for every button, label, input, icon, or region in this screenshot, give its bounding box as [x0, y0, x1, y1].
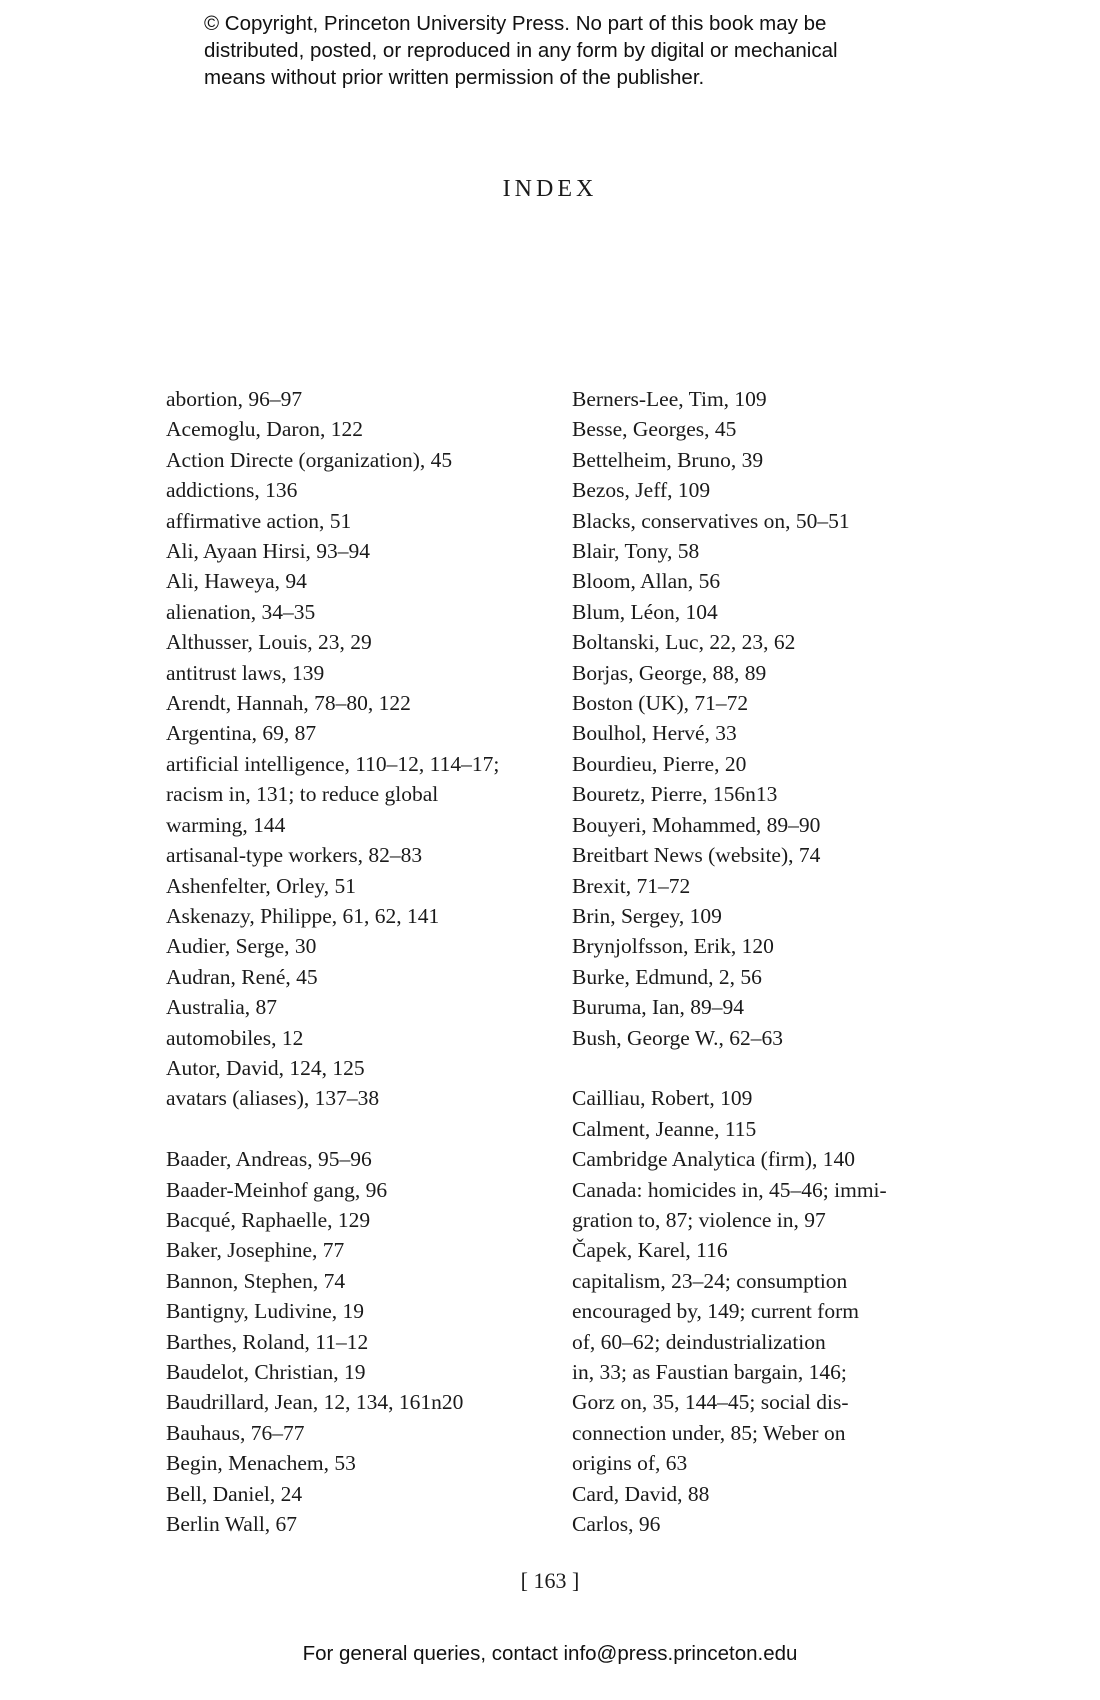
index-entry — [166, 1418, 546, 1448]
index-entry-line: Berners-Lee, Tim, 109 — [572, 387, 767, 411]
index-entry — [166, 840, 546, 870]
index-entry-line: Acemoglu, Daron, 122 — [166, 417, 364, 442]
index-entry-line: of, 60–62; deindustrialization — [572, 1329, 826, 1354]
copyright-line: means without prior written permission of the publisher. — [204, 66, 705, 89]
index-entry-line: Bannon, Stephen, 74 — [166, 1268, 346, 1293]
index-entry — [166, 414, 546, 444]
index-entry-line: Arendt, Hannah, 78–80, 122 — [166, 691, 411, 716]
index-entry — [166, 1296, 546, 1326]
index-entry — [572, 718, 952, 748]
index-entry-line: Boston (UK), 71–72 — [572, 691, 749, 716]
index-entry-line: Bettelheim, Bruno, 39 — [572, 447, 764, 472]
footer-contact: For general queries, contact info@press.princeton.edu — [302, 1642, 798, 1665]
copyright-line: © Copyright, Princeton University Press. No part of this book may be — [204, 12, 827, 35]
index-entry — [572, 871, 952, 901]
index-entry — [572, 566, 952, 596]
index-entry-line: Cambridge Analytica (firm), 140 — [572, 1147, 856, 1172]
letter-group-gap — [166, 1114, 546, 1144]
index-entry — [166, 1448, 546, 1478]
index-entry-line: Bantigny, Ludivine, 19 — [166, 1299, 365, 1324]
index-entry-line: Buruma, Ian, 89–94 — [572, 995, 744, 1020]
index-entry — [166, 597, 546, 627]
index-entry-line: Čapek, Karel, 116 — [572, 1238, 728, 1263]
index-entry — [166, 566, 546, 596]
copyright-line: distributed, posted, or reproduced in any form by digital or mechanical — [204, 39, 838, 62]
index-entry — [166, 658, 546, 688]
index-entry-line: abortion, 96–97 — [166, 387, 303, 411]
page-title: INDEX — [502, 176, 598, 202]
index-entry — [572, 597, 952, 627]
index-entry — [166, 1083, 546, 1113]
index-entry — [166, 1266, 546, 1296]
index-entry-line: artisanal-type workers, 82–83 — [166, 843, 423, 868]
index-entry-line: Audier, Serge, 30 — [166, 934, 317, 959]
letter-group-gap — [572, 1053, 952, 1083]
index-entry-line: warming, 144 — [166, 812, 286, 837]
index-entry-line: Brexit, 71–72 — [572, 873, 691, 898]
index-entry-line: Brin, Sergey, 109 — [572, 903, 722, 928]
index-entry-line: Boulhol, Hervé, 33 — [572, 721, 737, 746]
index-entry — [166, 445, 546, 475]
index-entry-line: Calment, Jeanne, 115 — [572, 1116, 757, 1141]
index-entry — [572, 414, 952, 444]
index-entry — [572, 1479, 952, 1509]
index-entry — [572, 840, 952, 870]
index-entry — [166, 1357, 546, 1387]
index-entry — [166, 1205, 546, 1235]
index-entry — [572, 658, 952, 688]
index-entry — [166, 1327, 546, 1357]
index-entry-line: Cailliau, Robert, 109 — [572, 1086, 753, 1111]
index-entry — [166, 992, 546, 1022]
index-entry-line: affirmative action, 51 — [166, 508, 352, 533]
index-entry-line: addictions, 136 — [166, 478, 298, 503]
index-entry — [572, 1509, 952, 1539]
index-entry-line: Baker, Josephine, 77 — [166, 1238, 345, 1263]
index-entry — [166, 475, 546, 505]
index-entry-line: Blum, Léon, 104 — [572, 599, 718, 624]
index-entry — [572, 1266, 952, 1479]
index-entry-line: Borjas, George, 88, 89 — [572, 660, 767, 685]
index-entry-line: Bezos, Jeff, 109 — [572, 478, 711, 503]
index-entry-line: Baudrillard, Jean, 12, 134, 161n20 — [166, 1390, 464, 1415]
index-entry — [572, 1235, 952, 1265]
index-entry-line: racism in, 131; to reduce global — [166, 782, 439, 807]
index-entry — [572, 901, 952, 931]
index-entry-line: Baudelot, Christian, 19 — [166, 1359, 366, 1384]
index-entry — [572, 810, 952, 840]
index-entry-line: Ashenfelter, Orley, 51 — [166, 873, 356, 898]
index-entry-line: Ali, Haweya, 94 — [166, 569, 307, 594]
index-entry-line: Blacks, conservatives on, 50–51 — [572, 508, 850, 533]
index-entry-line: Baader-Meinhof gang, 96 — [166, 1177, 388, 1202]
index-entry-line: Carlos, 96 — [572, 1512, 661, 1537]
index-entry-line: Berlin Wall, 67 — [166, 1512, 298, 1537]
index-entry — [572, 1083, 952, 1113]
index-entry — [572, 1175, 952, 1236]
index-entry — [572, 962, 952, 992]
index-entry-line: Gorz on, 35, 144–45; social dis- — [572, 1390, 849, 1415]
index-entry-line: Action Directe (organization), 45 — [166, 447, 453, 472]
index-entry — [166, 506, 546, 536]
copyright-notice — [204, 10, 924, 91]
index-entry — [572, 506, 952, 536]
index-entry-line: Bush, George W., 62–63 — [572, 1025, 784, 1050]
index-entry — [166, 901, 546, 931]
index-entry — [572, 779, 952, 809]
index-entry-line: Canada: homicides in, 45–46; immi- — [572, 1177, 887, 1202]
index-entry-line: Card, David, 88 — [572, 1481, 710, 1506]
index-entry-line: Bell, Daniel, 24 — [166, 1481, 303, 1506]
index-entry — [166, 1479, 546, 1509]
index-entry — [166, 718, 546, 748]
index-column-left — [166, 384, 546, 1539]
index-entry-line: gration to, 87; violence in, 97 — [572, 1207, 826, 1232]
page-number: [ 163 ] — [520, 1568, 580, 1593]
index-entry-line: Boltanski, Luc, 22, 23, 62 — [572, 630, 796, 655]
index-entry — [572, 536, 952, 566]
index-entry — [166, 688, 546, 718]
index-entry — [572, 992, 952, 1022]
index-entry — [572, 445, 952, 475]
index-entry — [572, 475, 952, 505]
index-entry — [166, 1509, 546, 1539]
index-entry-line: Althusser, Louis, 23, 29 — [166, 630, 372, 655]
index-entry-line: Australia, 87 — [166, 995, 278, 1020]
index-entry-line: Bouretz, Pierre, 156n13 — [572, 782, 778, 807]
index-entry — [572, 627, 952, 657]
index-entry — [166, 1053, 546, 1083]
index-entry-line: Askenazy, Philippe, 61, 62, 141 — [166, 903, 440, 928]
index-entry-line: connection under, 85; Weber on — [572, 1420, 846, 1445]
index-entry — [166, 384, 546, 414]
index-column-right — [572, 384, 952, 1539]
index-entry-line: avatars (aliases), 137–38 — [166, 1086, 380, 1111]
index-entry — [166, 962, 546, 992]
index-entry-line: Bloom, Allan, 56 — [572, 569, 721, 594]
index-entry-line: Bauhaus, 76–77 — [166, 1420, 305, 1445]
index-entry — [572, 1144, 952, 1174]
index-entry — [166, 1144, 546, 1174]
index-entry — [166, 1023, 546, 1053]
index-entry-line: artificial intelligence, 110–12, 114–17; — [166, 751, 500, 776]
index-entry — [166, 1175, 546, 1205]
index-entry — [572, 1023, 952, 1053]
index-entry-line: encouraged by, 149; current form — [572, 1299, 859, 1324]
index-entry — [572, 1114, 952, 1144]
index-entry-line: Baader, Andreas, 95–96 — [166, 1147, 372, 1172]
index-entry-line: Brynjolfsson, Erik, 120 — [572, 934, 774, 959]
index-entry-line: antitrust laws, 139 — [166, 660, 325, 685]
index-entry — [166, 749, 546, 840]
index-entry-line: Autor, David, 124, 125 — [166, 1055, 365, 1080]
index-entry-line: Audran, René, 45 — [166, 964, 318, 989]
index-entry — [166, 931, 546, 961]
index-entry-line: Bouyeri, Mohammed, 89–90 — [572, 812, 821, 837]
index-entry-line: capitalism, 23–24; consumption — [572, 1268, 848, 1293]
index-entry — [166, 871, 546, 901]
index-entry — [166, 536, 546, 566]
index-entry-line: Besse, Georges, 45 — [572, 417, 737, 442]
index-entry-line: Bacqué, Raphaelle, 129 — [166, 1207, 371, 1232]
index-entry-line: origins of, 63 — [572, 1451, 688, 1476]
index-entry-line: Bourdieu, Pierre, 20 — [572, 751, 747, 776]
index-entry-line: Begin, Menachem, 53 — [166, 1451, 356, 1476]
index-entry — [572, 749, 952, 779]
index-entry — [572, 384, 952, 414]
index-entry — [572, 931, 952, 961]
index-entry — [166, 1235, 546, 1265]
index-entry — [166, 627, 546, 657]
index-entry-line: Ali, Ayaan Hirsi, 93–94 — [166, 539, 371, 564]
index-entry-line: automobiles, 12 — [166, 1025, 304, 1050]
index-entry-line: Burke, Edmund, 2, 56 — [572, 964, 762, 989]
index-entry-line: Blair, Tony, 58 — [572, 539, 700, 564]
index-entry — [166, 1387, 546, 1417]
index-entry-line: Barthes, Roland, 11–12 — [166, 1329, 369, 1354]
index-entry-line: Argentina, 69, 87 — [166, 721, 317, 746]
index-entry-line: Breitbart News (website), 74 — [572, 843, 821, 868]
index-entry — [572, 688, 952, 718]
index-entry-line: in, 33; as Faustian bargain, 146; — [572, 1359, 847, 1384]
index-entry-line: alienation, 34–35 — [166, 599, 316, 624]
